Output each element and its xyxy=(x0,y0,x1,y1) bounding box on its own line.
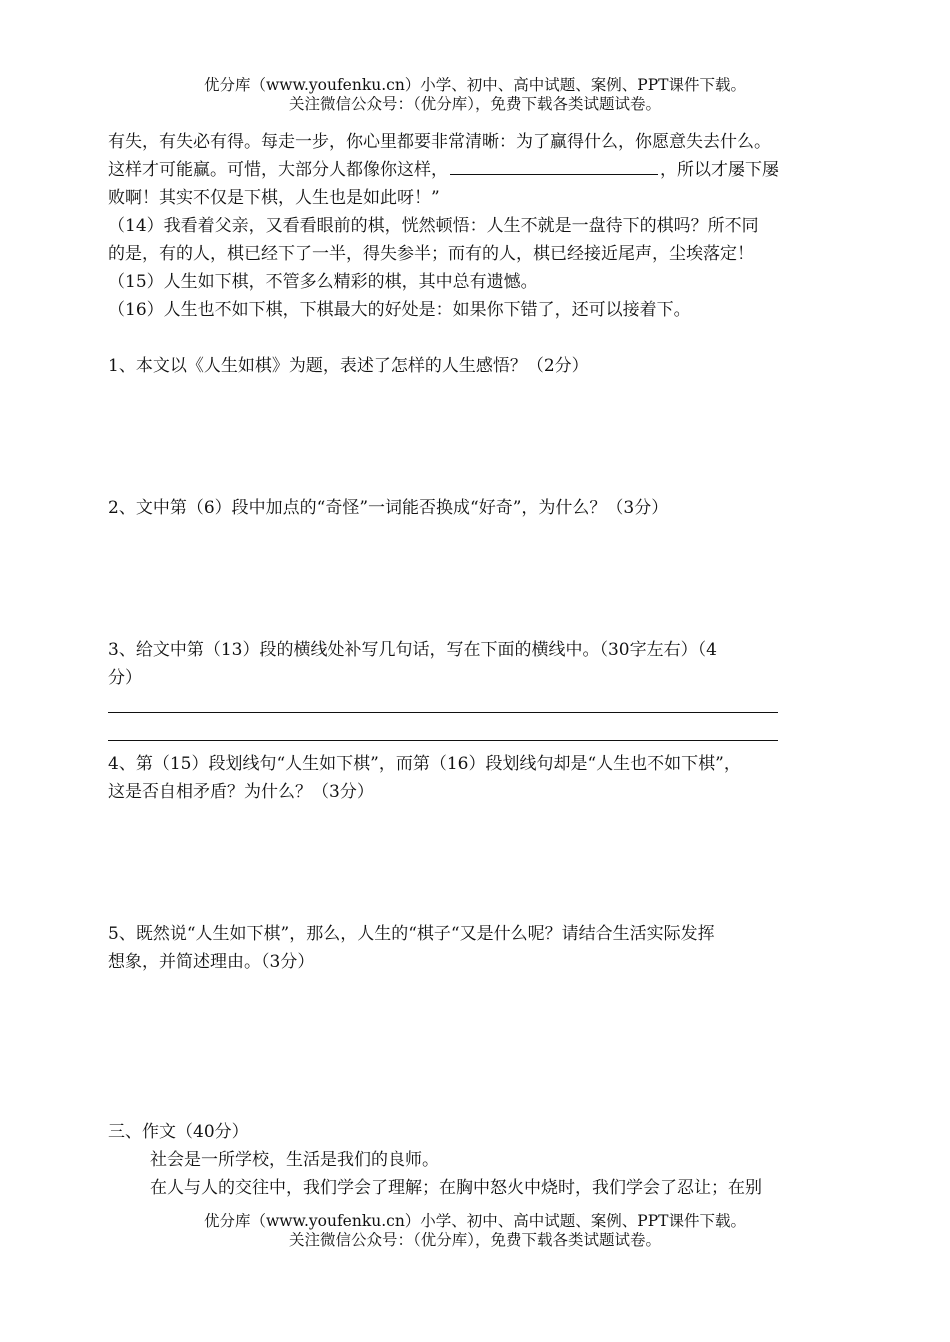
answer-line-1 xyxy=(108,712,778,713)
page-header xyxy=(0,76,950,114)
paragraph-16: （16）人生也不如下棋，下棋最大的好处是：如果你下错了，还可以接着下。 xyxy=(108,300,691,320)
question-1-text: 1、本文以《人生如棋》为题，表述了怎样的人生感悟？（2分） xyxy=(108,356,589,376)
passage-text: ，所以才屡下屡 xyxy=(660,160,779,180)
composition-prompt-line-1: 社会是一所学校，生活是我们的良师。 xyxy=(150,1150,439,1170)
question-4 xyxy=(108,750,853,806)
footer-line-2: 关注微信公众号：（优分库），免费下载各类试题试卷。 xyxy=(288,1231,661,1249)
question-4-text-line-2: 这是否自相矛盾？为什么？（3分） xyxy=(108,782,374,802)
passage-line: 败啊！其实不仅是下棋，人生也是如此呀！” xyxy=(108,188,440,208)
paragraph-14-line-2: 的是，有的人，棋已经下了一半，得失参半；而有的人，棋已经接近尾声，尘埃落定！ xyxy=(108,244,754,264)
footer-line-1: 优分库（www.youfenku.cn）小学、初中、高中试题、案例、PPT课件下载。 xyxy=(203,1212,747,1230)
header-line-1: 优分库（www.youfenku.cn）小学、初中、高中试题、案例、PPT课件下载。 xyxy=(203,76,747,94)
composition-prompt-line-2: 在人与人的交往中，我们学会了理解；在胸中怒火中烧时，我们学会了忍让；在别 xyxy=(150,1178,762,1198)
question-5-text-line-1: 5、既然说“人生如下棋”，那么，人生的“棋子“又是什么呢？请结合生活实际发挥 xyxy=(108,924,715,944)
question-4-text-line-1: 4、第（15）段划线句“人生如下棋”，而第（16）段划线句却是“人生也不如下棋”， xyxy=(108,754,741,774)
page-footer xyxy=(0,1212,950,1250)
question-3-text-line-2: 分） xyxy=(108,668,142,688)
paragraph-14-line-1: （14）我看着父亲，又看看眼前的棋，恍然顿悟：人生不就是一盘待下的棋吗？所不同 xyxy=(108,216,759,236)
answer-line-2 xyxy=(108,740,778,741)
composition-title: 三、作文（40分） xyxy=(108,1122,249,1142)
fill-in-blank xyxy=(450,160,658,175)
question-2 xyxy=(108,494,853,522)
question-3 xyxy=(108,636,853,692)
question-5 xyxy=(108,920,853,976)
header-line-2: 关注微信公众号：（优分库），免费下载各类试题试卷。 xyxy=(288,95,661,113)
composition-section xyxy=(108,1118,853,1202)
passage xyxy=(108,128,853,324)
passage-line: 有失，有失必有得。每走一步，你心里都要非常清晰：为了赢得什么，你愿意失去什么。 xyxy=(108,132,771,152)
passage-text: 这样才可能赢。可惜，大部分人都像你这样， xyxy=(108,160,448,180)
paragraph-15: （15）人生如下棋，不管多么精彩的棋，其中总有遗憾。 xyxy=(108,272,538,292)
question-5-text-line-2: 想象，并简述理由。（3分） xyxy=(108,952,315,972)
question-1 xyxy=(108,352,853,380)
question-3-text-line-1: 3、给文中第（13）段的横线处补写几句话，写在下面的横线中。（30字左右）（4 xyxy=(108,640,717,660)
passage-line-with-blank xyxy=(108,156,853,184)
question-2-text: 2、文中第（6）段中加点的“奇怪”一词能否换成“好奇”，为什么？（3分） xyxy=(108,498,669,518)
